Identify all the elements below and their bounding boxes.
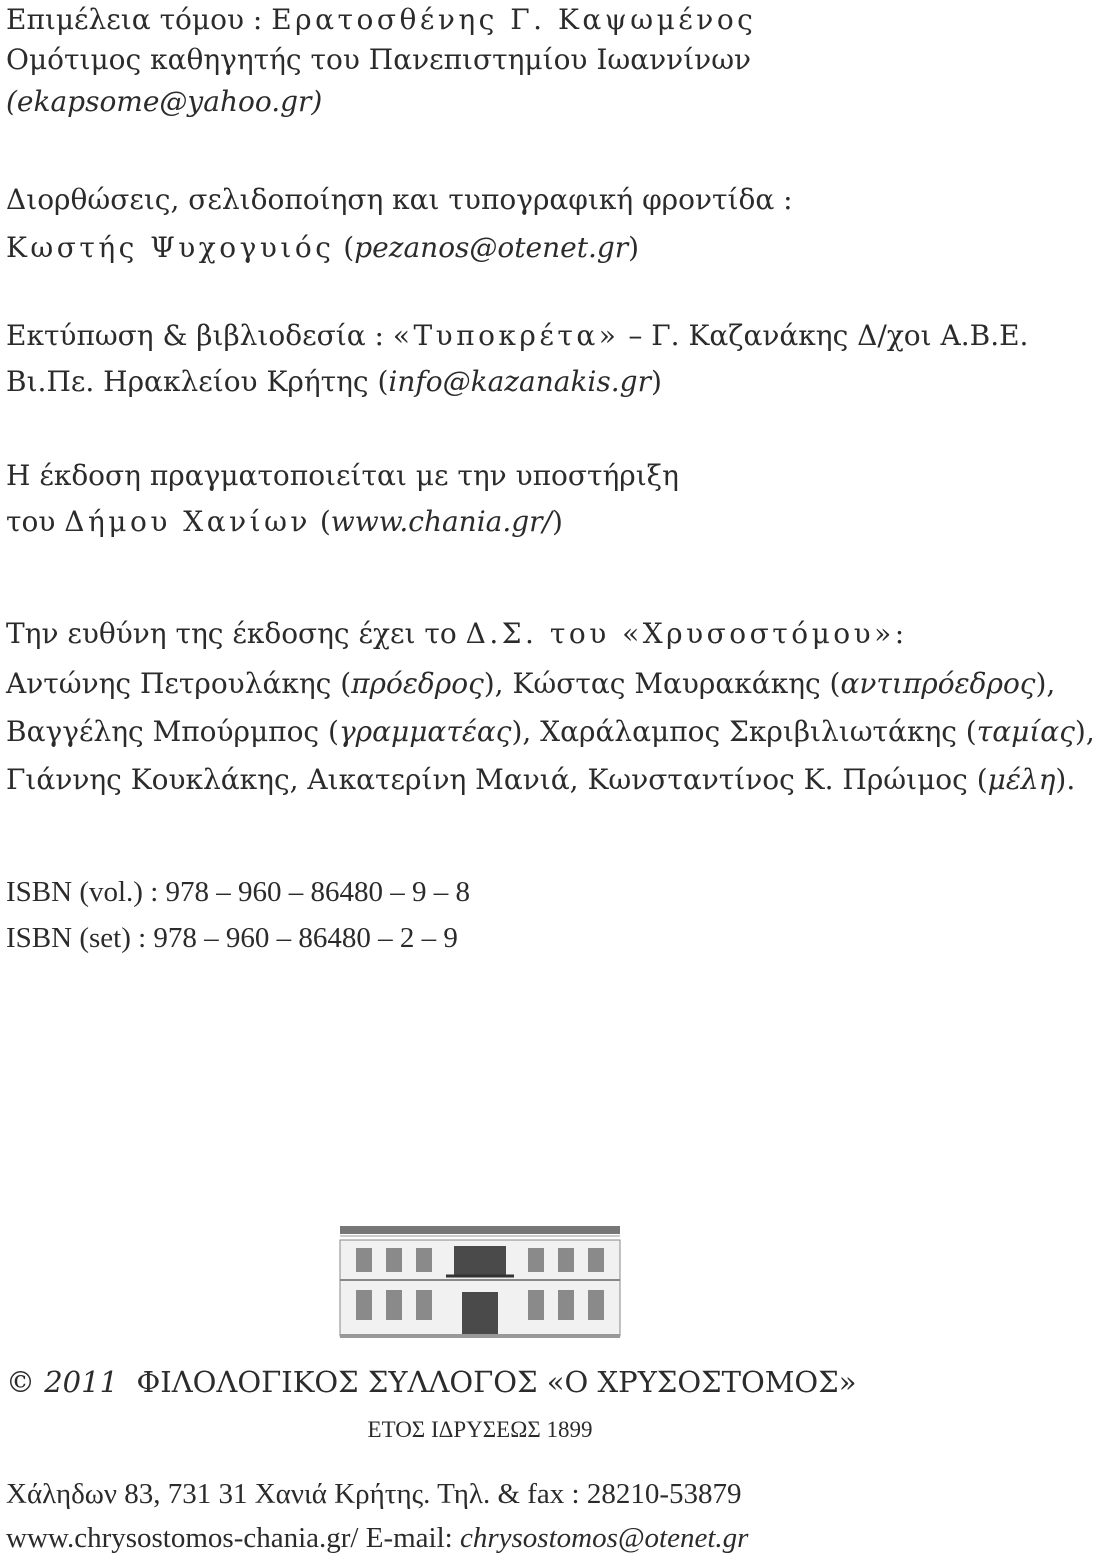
copyright-line <box>6 1362 856 1402</box>
copyright-year: 2011 <box>44 1365 119 1399</box>
board-body: Δ.Σ. του «Χρυσοστόμου»: <box>465 617 908 650</box>
printing-line: Εκτύπωση & βιβλιοδεσία : «Τυποκρέτα» – Γ. Καζανάκης Δ/χοι Α.Β.Ε. <box>6 319 1029 352</box>
support-sponsor: Δήμου Χανίων <box>64 505 311 538</box>
typesetter-email: pezanos@otenet.gr <box>354 231 629 264</box>
isbn-vol: ISBN (vol.) : 978 – 960 – 86480 – 9 – 8 <box>6 876 470 908</box>
member-text: Βαγγέλης Μπούρμπος ( <box>6 715 339 748</box>
board-members-line-2 <box>6 712 1095 752</box>
member-text: ). <box>1055 763 1076 796</box>
printing-location-line: Βι.Πε. Ηρακλείου Κρήτης (info@kazanakis.gr) <box>6 365 662 398</box>
publisher-address: Χάληδων 83, 731 31 Χανιά Κρήτης. Τηλ. & fax : 28210-53879 <box>6 1478 742 1510</box>
support-sponsor-line: του Δήμου Χανίων (www.chania.gr/) <box>6 505 563 538</box>
publisher-contact-line: www.chrysostomos-chania.gr/ E-mail: chrysostomos@otenet.gr <box>6 1522 749 1554</box>
member-role: ταμίας <box>976 715 1075 748</box>
member-text: ), <box>1035 667 1056 700</box>
printing-email: info@kazanakis.gr <box>388 365 651 398</box>
member-role: μέλη <box>987 763 1056 796</box>
publisher-email[interactable]: chrysostomos@otenet.gr <box>459 1522 749 1554</box>
editor-email: (ekapsome@yahoo.gr) <box>6 85 323 118</box>
typesetting-line: Κωστής Ψυχογυιός (pezanos@otenet.gr) <box>6 231 640 264</box>
typesetting-label: Διορθώσεις, σελιδοποίηση και τυπογραφική φροντίδα : <box>6 183 793 216</box>
member-text: Γιάννης Κουκλάκης, Αικατερίνη Μανιά, Κωνσταντίνος Κ. Πρώιμος ( <box>6 763 988 796</box>
member-role: πρόεδρος <box>351 667 484 700</box>
editor-line <box>6 0 756 40</box>
member-text: Αντώνης Πετρουλάκης ( <box>6 667 352 700</box>
board-intro-line <box>6 614 908 654</box>
building-engraving <box>334 1218 626 1340</box>
printing-company: «Τυποκρέτα» <box>392 319 620 352</box>
support-url: www.chania.gr/ <box>330 505 552 538</box>
member-role: γραμματέας <box>338 715 512 748</box>
publisher-founded: ΕΤΟΣ ΙΔΡΥΣΕΩΣ 1899 <box>367 1417 593 1442</box>
board-intro: Την ευθύνη της έκδοσης έχει το <box>6 617 466 650</box>
editor-label: Επιμέλεια τόμου : <box>6 3 272 36</box>
support-line: Η έκδοση πραγματοποιείται με την υποστήριξη <box>6 459 679 492</box>
copyright-symbol: © <box>6 1365 35 1399</box>
printing-location: Βι.Πε. Ηρακλείου Κρήτης ( <box>6 365 389 398</box>
publisher-website[interactable]: www.chrysostomos-chania.gr/ <box>6 1522 359 1554</box>
board-members-line-1 <box>6 664 1055 704</box>
editor-name: Ερατοσθένης Γ. Καψωμένος <box>271 3 757 36</box>
printing-label: Εκτύπωση & βιβλιοδεσία : <box>6 319 393 352</box>
member-text: ), <box>1074 715 1095 748</box>
board-members-line-3 <box>6 760 1075 800</box>
member-text: ), Χαράλαμπος Σκριβιλιωτάκης ( <box>511 715 977 748</box>
member-role: αντιπρόεδρος <box>840 667 1036 700</box>
typesetter-name: Κωστής Ψυχογυιός <box>6 231 335 264</box>
publisher-name: ΦΙΛΟΛΟΓΙΚΟΣ ΣΥΛΛΟΓΟΣ «Ο ΧΡΥΣΟΣΤΟΜΟΣ» <box>136 1365 857 1399</box>
editor-title: Ομότιμος καθηγητής του Πανεπιστημίου Ιωαννίνων <box>6 43 752 76</box>
member-text: ), Κώστας Μαυρακάκης ( <box>483 667 841 700</box>
isbn-set: ISBN (set) : 978 – 960 – 86480 – 2 – 9 <box>6 922 458 954</box>
